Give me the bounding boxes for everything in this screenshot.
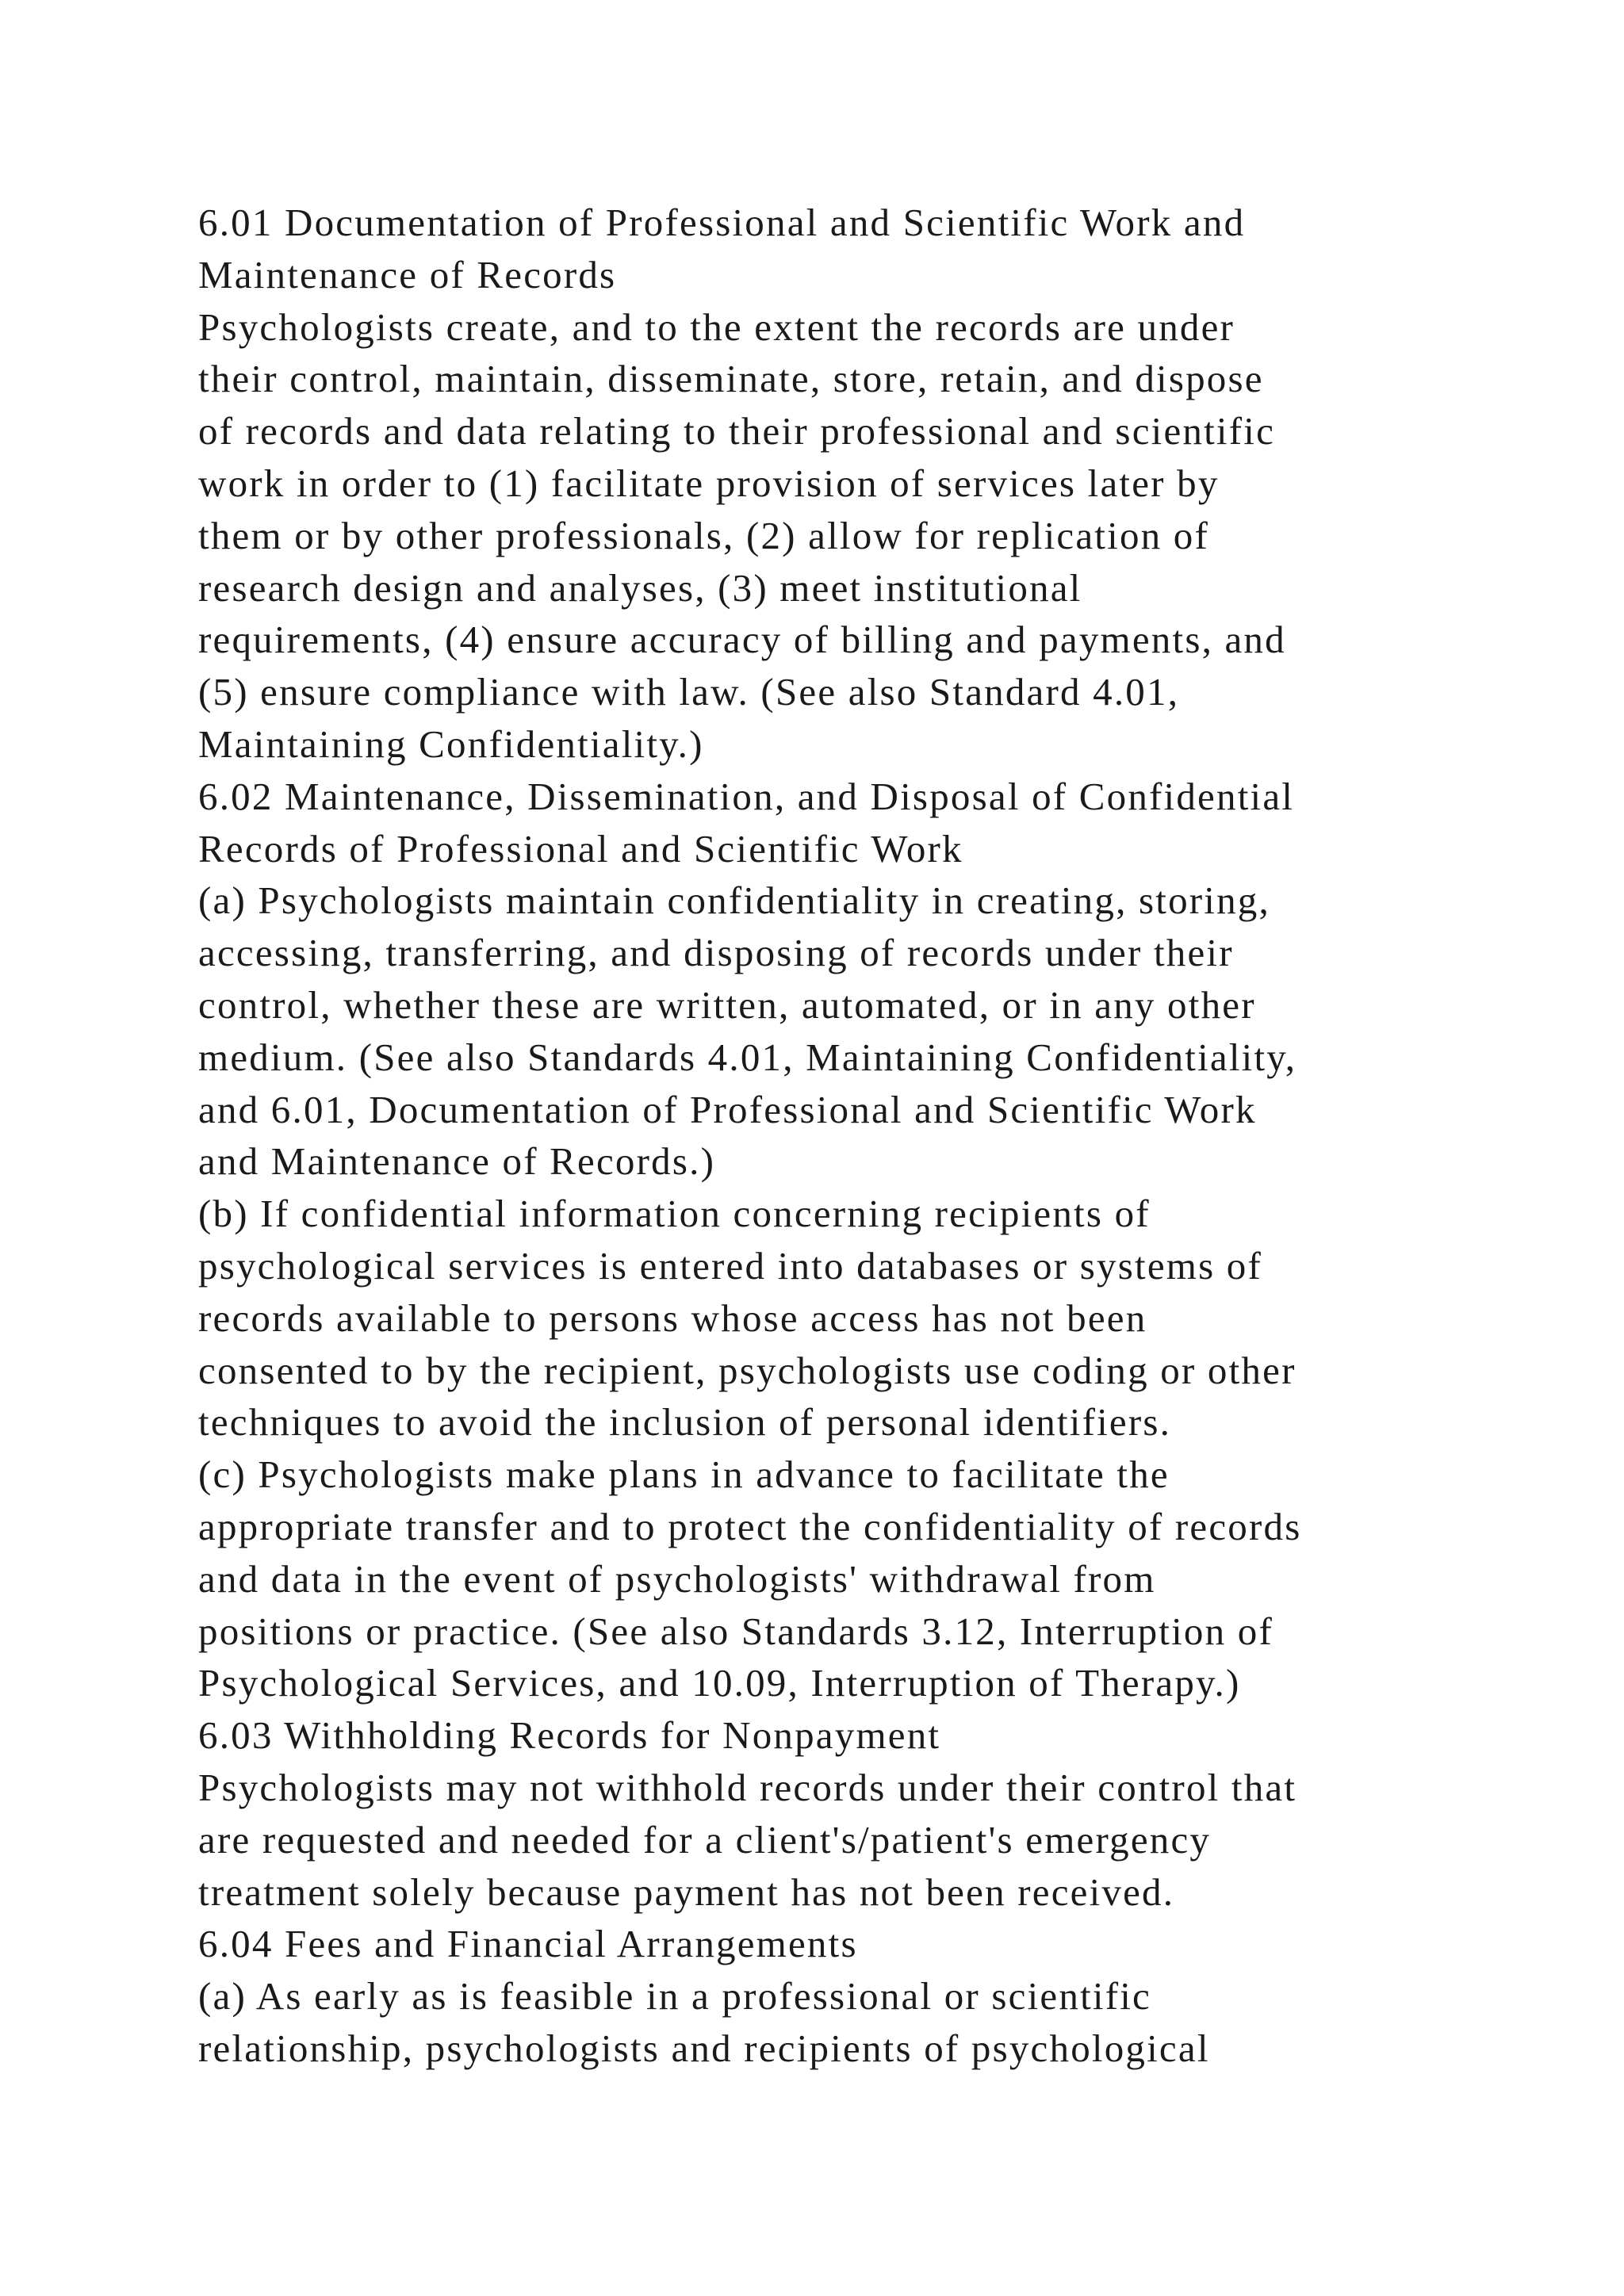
- text-line: research design and analyses, (3) meet institutional: [198, 565, 1082, 610]
- text-line: 6.03 Withholding Records for Nonpayment: [198, 1713, 941, 1758]
- text-line: Maintenance of Records: [198, 252, 617, 297]
- text-line: and data in the event of psychologists' withdrawal from: [198, 1556, 1156, 1601]
- text-line: and 6.01, Documentation of Professional and Scientific Work: [198, 1087, 1257, 1131]
- text-line: medium. (See also Standards 4.01, Maintaining Confidentiality,: [198, 1035, 1297, 1079]
- text-line: consented to by the recipient, psychologists use coding or other: [198, 1348, 1297, 1392]
- document-body: [198, 197, 1515, 2075]
- text-line: requirements, (4) ensure accuracy of billing and payments, and: [198, 618, 1286, 662]
- text-line: treatment solely because payment has not been received.: [198, 1869, 1175, 1914]
- text-line: Psychologists create, and to the extent the records are under: [198, 304, 1235, 349]
- text-line: appropriate transfer and to protect the confidentiality of records: [198, 1504, 1302, 1548]
- text-line: (c) Psychologists make plans in advance to facilitate the: [198, 1452, 1170, 1497]
- text-line: of records and data relating to their professional and scientific: [198, 409, 1276, 453]
- text-line: work in order to (1) facilitate provision of services later by: [198, 461, 1220, 505]
- text-line: control, whether these are written, automated, or in any other: [198, 982, 1256, 1027]
- text-line: (5) ensure compliance with law. (See also Standard 4.01,: [198, 670, 1180, 714]
- text-line: techniques to avoid the inclusion of personal identifiers.: [198, 1400, 1172, 1445]
- text-line: 6.02 Maintenance, Dissemination, and Disposal of Confidential: [198, 774, 1295, 818]
- text-line: Psychologists may not withhold records under their control that: [198, 1765, 1297, 1809]
- text-line: are requested and needed for a client's/patient's emergency: [198, 1817, 1212, 1862]
- text-line: Psychological Services, and 10.09, Interruption of Therapy.): [198, 1661, 1241, 1705]
- text-line: Maintaining Confidentiality.): [198, 721, 704, 766]
- text-line: them or by other professionals, (2) allow for replication of: [198, 513, 1210, 557]
- text-line: and Maintenance of Records.): [198, 1139, 716, 1184]
- text-line: relationship, psychologists and recipients of psychological: [198, 2026, 1210, 2070]
- text-line: Records of Professional and Scientific Work: [198, 826, 963, 871]
- text-line: (a) As early as is feasible in a professional or scientific: [198, 1974, 1151, 2019]
- text-line: (a) Psychologists maintain confidentiality in creating, storing,: [198, 878, 1270, 923]
- text-line: (b) If confidential information concerning recipients of: [198, 1192, 1151, 1236]
- text-line: records available to persons whose access has not been: [198, 1295, 1147, 1340]
- text-line: 6.04 Fees and Financial Arrangements: [198, 1922, 858, 1966]
- text-line: positions or practice. (See also Standards 3.12, Interruption of: [198, 1609, 1274, 1653]
- text-line: their control, maintain, disseminate, store, retain, and dispose: [198, 357, 1264, 401]
- text-line: 6.01 Documentation of Professional and Scientific Work and: [198, 201, 1246, 244]
- text-line: accessing, transferring, and disposing of records under their: [198, 931, 1234, 975]
- text-line: psychological services is entered into databases or systems of: [198, 1243, 1263, 1288]
